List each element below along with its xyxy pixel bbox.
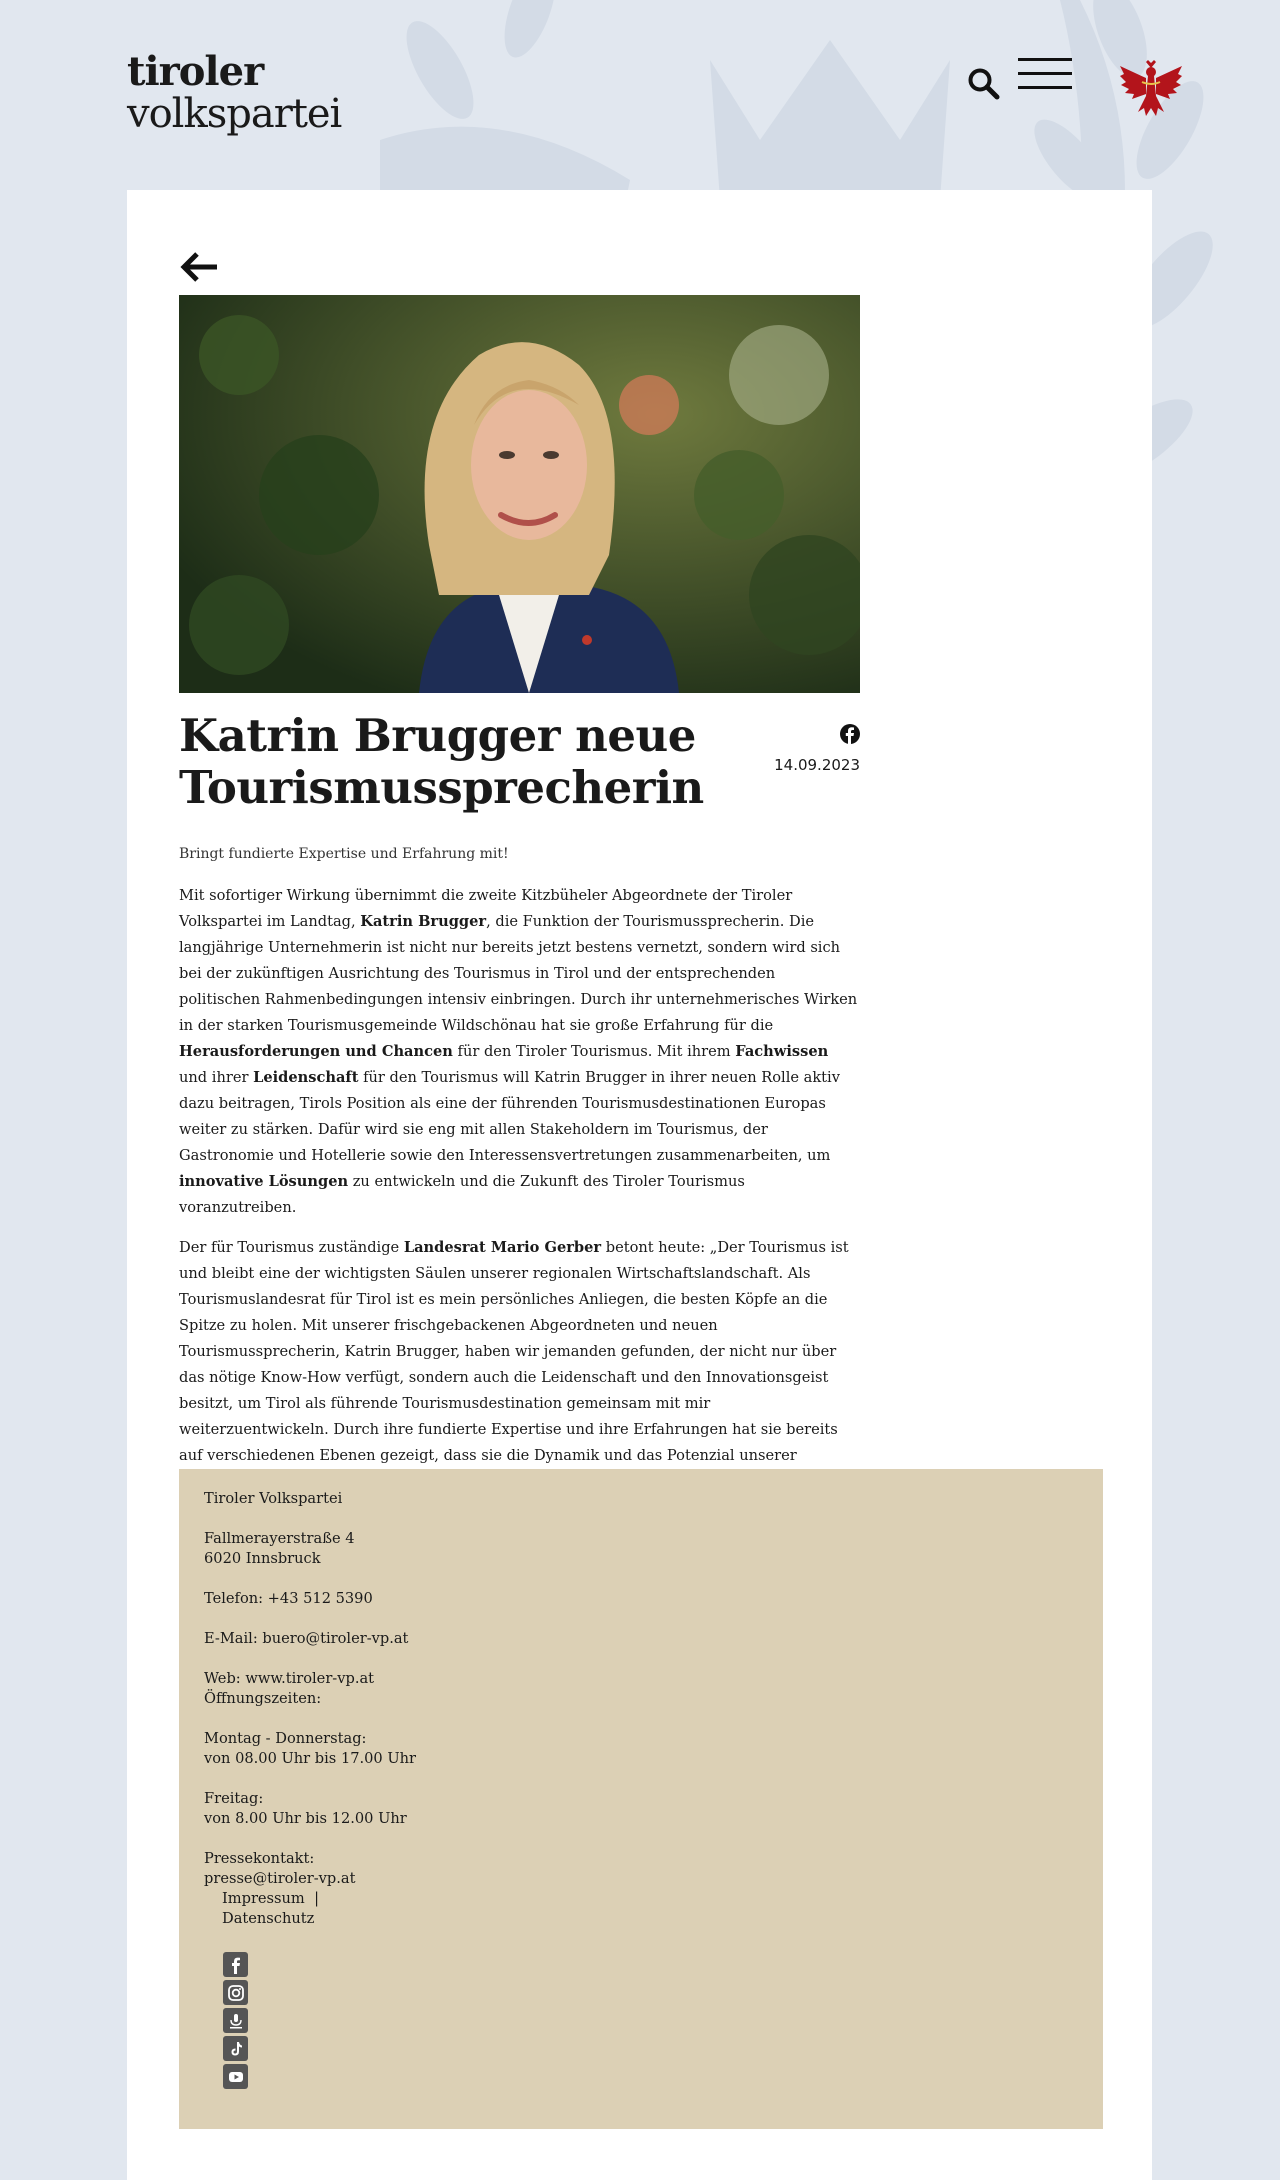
menu-bar [1018,58,1072,61]
link-separator: | [314,1890,319,1907]
facebook-share-button[interactable] [840,724,860,744]
youtube-link[interactable] [223,2064,248,2089]
arrow-left-icon [179,250,219,284]
footer-street: Fallmerayerstraße 4 [204,1530,355,1547]
contact-footer [179,1469,1103,2129]
footer-email[interactable]: E-Mail: buero@tiroler-vp.at [204,1630,409,1647]
site-logo[interactable] [127,48,342,137]
facebook-link[interactable] [223,1952,248,1977]
article-card [127,190,1152,2180]
footer-hours-mt: von 08.00 Uhr bis 17.00 Uhr [204,1750,417,1767]
social-links [204,1952,1078,2089]
logo-line-1: tiroler [127,48,264,95]
instagram-icon [227,1984,245,2002]
article-body [179,883,860,1509]
footer-phone[interactable]: Telefon: +43 512 5390 [204,1590,373,1607]
menu-button[interactable] [1018,58,1072,92]
footer-web[interactable]: Web: www.tiroler-vp.at [204,1670,375,1687]
emphasis-text: Katrin Brugger [360,913,487,930]
article-date: 14.09.2023 [774,756,860,774]
logo-line-2: volkspartei [127,91,342,137]
back-button[interactable] [179,250,219,284]
emphasis-text: Herausforderungen und Chancen [179,1043,453,1060]
tyrolean-eagle-icon[interactable] [1118,56,1184,122]
menu-bar [1018,86,1072,89]
instagram-link[interactable] [223,1980,248,2005]
youtube-icon [227,2068,245,2086]
footer-hours-fr: von 8.00 Uhr bis 12.00 Uhr [204,1810,407,1827]
facebook-icon [840,724,860,744]
article-paragraph-1: Mit sofortiger Wirkung übernimmt die zweite Kitzbüheler Abgeordnete der Tiroler Volkspartei im Landtag, Katrin Brugger, die Funktion der Tourismussprecherin. Die langjährige Unternehmerin ist nicht nur bereits jetzt bestens vernetzt, sondern wird sich bei der zukünftigen Ausrichtung des Tourismus in Tirol und der entsprechenden politischen Rahmenbedingungen intensiv einbringen. Durch ihr unternehmerisches Wirken in der starken Tourismusgemeinde Wildschönau hat sie große Erfahrung für die Herausforderungen und Chancen für den Tiroler Tourismus. Mit ihrem Fachwissen und ihrer Leidenschaft für den Tourismus will Katrin Brugger in ihrer neuen Rolle aktiv dazu beitragen, Tirols Position als eine der führenden Tourismusdestinationen Europas weiter zu stärken. Dafür wird sie eng mit allen Stakeholdern im Tourismus, der Gastronomie und Hotellerie sowie den Interessensvertretungen zusammenarbeiten, um innovative Lösungen zu entwickeln und die Zukunft des Tiroler Tourismus voranzutreiben. [179,887,858,1216]
facebook-icon [227,1956,245,1974]
emphasis-text: Fachwissen [735,1043,829,1060]
emphasis-text: Leidenschaft [253,1069,359,1086]
podcast-icon [227,2012,245,2030]
article-hero-image [179,295,860,693]
tiktok-link[interactable] [223,2036,248,2061]
footer-hours-mt-label: Montag - Donnerstag: [204,1730,367,1747]
footer-legal-links [204,1889,1078,1929]
article-paragraph-2: Der für Tourismus zuständige Landesrat Mario Gerber betont heute: „Der Tourismus ist und bleibt eine der wichtigsten Säulen unserer regionalen Wirtschaftslandschaft. Als Tourismuslandesrat für Tirol ist es mein persönliches Anliegen, die besten Köpfe an die Spitze zu holen. Mit unserer frischgebackenen Abgeordneten und neuen Tourismussprecherin, Katrin Brugger, haben wir jemanden gefunden, der nicht nur über das nötige Know-How verfügt, sondern auch die Leidenschaft und den Innovationsgeist besitzt, um Tirol als führende Tourismusdestination gemeinsam mit mir weiterzuentwickeln. Durch ihre fundierte Expertise und ihre Erfahrungen hat sie bereits auf verschiedenen Ebenen gezeigt, dass sie die Dynamik und das Potenzial unserer [179,1239,849,1464]
footer-press-label: Pressekontakt: [204,1850,315,1867]
site-header [0,0,1280,190]
emphasis-text: Landesrat Mario Gerber [403,1239,602,1256]
tiktok-icon [227,2040,245,2058]
impressum-link[interactable]: Impressum [222,1890,305,1907]
search-icon [966,66,1002,102]
article-title: Katrin Brugger neue Tourismussprecherin [179,709,704,814]
podcast-link[interactable] [223,2008,248,2033]
footer-org: Tiroler Volkspartei [204,1490,343,1507]
footer-city: 6020 Innsbruck [204,1550,321,1567]
search-button[interactable] [966,66,1002,102]
footer-press-email[interactable]: presse@tiroler-vp.at [204,1870,356,1887]
article-lead: Bringt fundierte Expertise und Erfahrung mit! [179,846,509,862]
footer-hours-fr-label: Freitag: [204,1790,264,1807]
datenschutz-link[interactable]: Datenschutz [222,1910,315,1927]
emphasis-text: innovative Lösungen [179,1173,349,1190]
footer-hours-label: Öffnungszeiten: [204,1690,322,1707]
menu-bar [1018,72,1072,75]
